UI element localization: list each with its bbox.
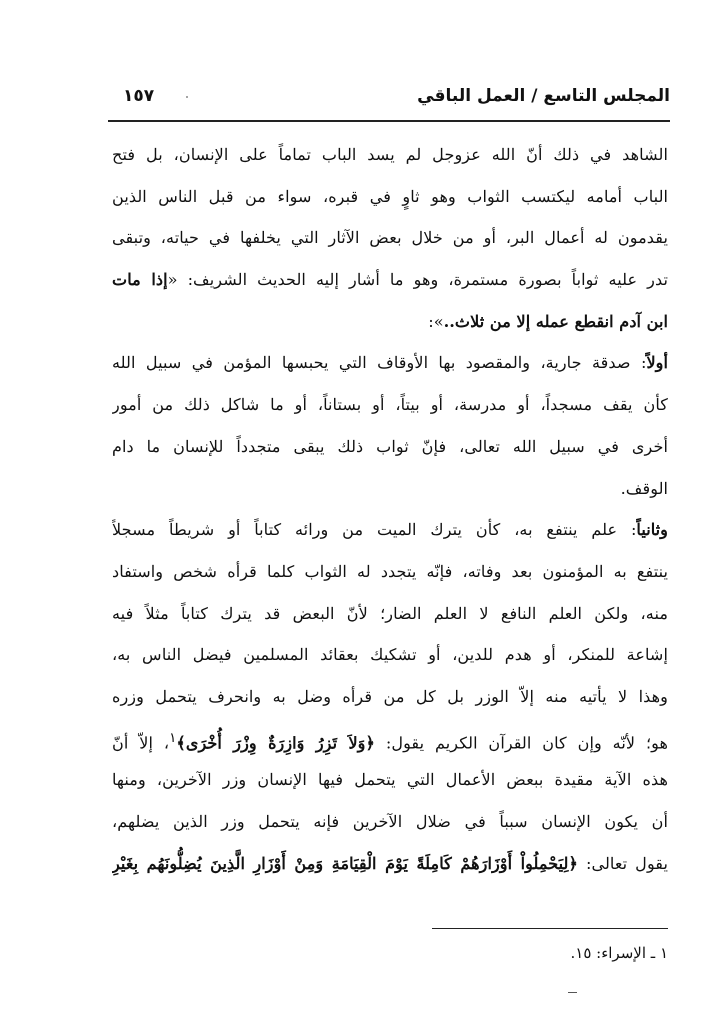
- text-line: [112, 593, 668, 635]
- line-text: أخرى في سبيل الله تعالى، فإنّ ثواب ذلك يبقى متجدداً للإنسان ما دام: [112, 436, 668, 456]
- running-header: [108, 82, 670, 112]
- point-lead: وثانياً: [636, 520, 668, 540]
- text-line: [112, 676, 668, 718]
- text-line: [112, 176, 668, 218]
- text-line: [112, 134, 668, 176]
- hadith-quote: إذا مات: [112, 270, 168, 290]
- text-line: [112, 384, 668, 426]
- text-line: [112, 759, 668, 801]
- quran-verse: ﴿لِيَحْمِلُواْ أَوْزَارَهُمْ كَامِلَةً يَوْمَ الْقِيَامَةِ وَمِنْ أَوْزَارِ الَّذِينَ يُضِلُّونَهُم بِغَيْرِ: [112, 853, 578, 873]
- line-text: : علم ينتفع به، كأن يترك الميت من ورائه كتاباً أو شريطاً مسجلاً: [112, 520, 637, 540]
- line-text: هو؛ لأنّه وإن كان القرآن الكريم يقول:: [375, 733, 668, 753]
- hadith-quote: ابن آدم انقطع عمله إلا من ثلاث..: [443, 311, 668, 331]
- text-line: [112, 509, 668, 551]
- footnote-divider: [432, 928, 668, 929]
- line-text: ، إلاّ أنّ: [112, 733, 170, 753]
- line-text: تدر عليه ثواباً بصورة مستمرة، وهو ما أشار إليه الحديث الشريف: «: [167, 270, 668, 290]
- line-text: الشاهد في ذلك أنّ الله عزوجل لم يسد الباب تماماً على الإنسان، بل فتح: [112, 145, 668, 164]
- text-line: [112, 426, 668, 468]
- line-text: يقول تعالى:: [577, 853, 668, 873]
- text-line: [112, 718, 668, 760]
- line-text: هذه الآية مقيدة ببعض الأعمال التي يتحمل فيها الإنسان وزر الآخرين، ومنها: [112, 770, 668, 790]
- scan-speck: [186, 96, 188, 98]
- text-line: [112, 342, 668, 384]
- line-text: : صدقة جارية، والمقصود بها الأوقاف التي يحبسها المؤمن في سبيل الله: [112, 353, 647, 373]
- text-line: [112, 801, 668, 843]
- line-text: منه، ولكن العلم النافع لا العلم الضار؛ لأنّ البعض قد يترك كتاباً مثلاً فيه: [112, 603, 668, 623]
- line-text: الباب أمامه ليكتسب الثواب وهو ثاوٍ في قبره، سواء من قبل الناس الذين: [112, 186, 668, 206]
- line-text: كأن يقف مسجداً، أو مدرسة، أو بيتاً، أو بستاناً، أو ما شاكل ذلك من أمور: [112, 395, 668, 415]
- text-line: [112, 468, 668, 510]
- line-text: يقدمون له أعمال البر، أو من خلال بعض الآثار التي يخلفها في حياته، وتبقى: [112, 228, 668, 248]
- text-line: [112, 301, 668, 343]
- footnote: ١ ـ الإسراء: ١٥.: [570, 944, 668, 962]
- page-number: ١٥٧: [123, 86, 155, 106]
- text-line: [112, 217, 668, 259]
- point-lead: أولاً: [646, 353, 668, 373]
- header-divider: [108, 120, 670, 122]
- line-text: الوقف.: [620, 478, 668, 498]
- line-text: أن يكون الإنسان سبباً في ضلال الآخرين فإنه يتحمل وزر الذين يضلهم،: [112, 812, 668, 831]
- chapter-title: المجلس التاسع / العمل الباقي: [417, 86, 670, 106]
- text-line: [112, 259, 668, 301]
- text-line: [112, 843, 668, 885]
- text-line: [112, 634, 668, 676]
- line-text: »:: [428, 311, 444, 331]
- text-line: [112, 551, 668, 593]
- line-text: إشاعة للمنكر، أو هدم للدين، أو تشكيك بعقائد المسلمين فيضل الناس به،: [112, 645, 668, 665]
- footnote-reference[interactable]: ١: [169, 729, 177, 746]
- main-text: [112, 134, 668, 884]
- line-text: وهذا لا يأتيه منه إلاّ الوزر بل كل من قرأه وضل به وانحرف يتحمل وزره: [112, 686, 668, 706]
- quran-verse: ﴿وَلاَ تَزِرُ وَازِرَةٌ وِزْرَ أُخْرَى﴾: [176, 733, 375, 753]
- page-mark: [568, 992, 577, 993]
- line-text: ينتفع به المؤمنون بعد وفاته، فإنّه يتجدد له الثواب كلما قرأه شخص واستفاد: [112, 561, 668, 581]
